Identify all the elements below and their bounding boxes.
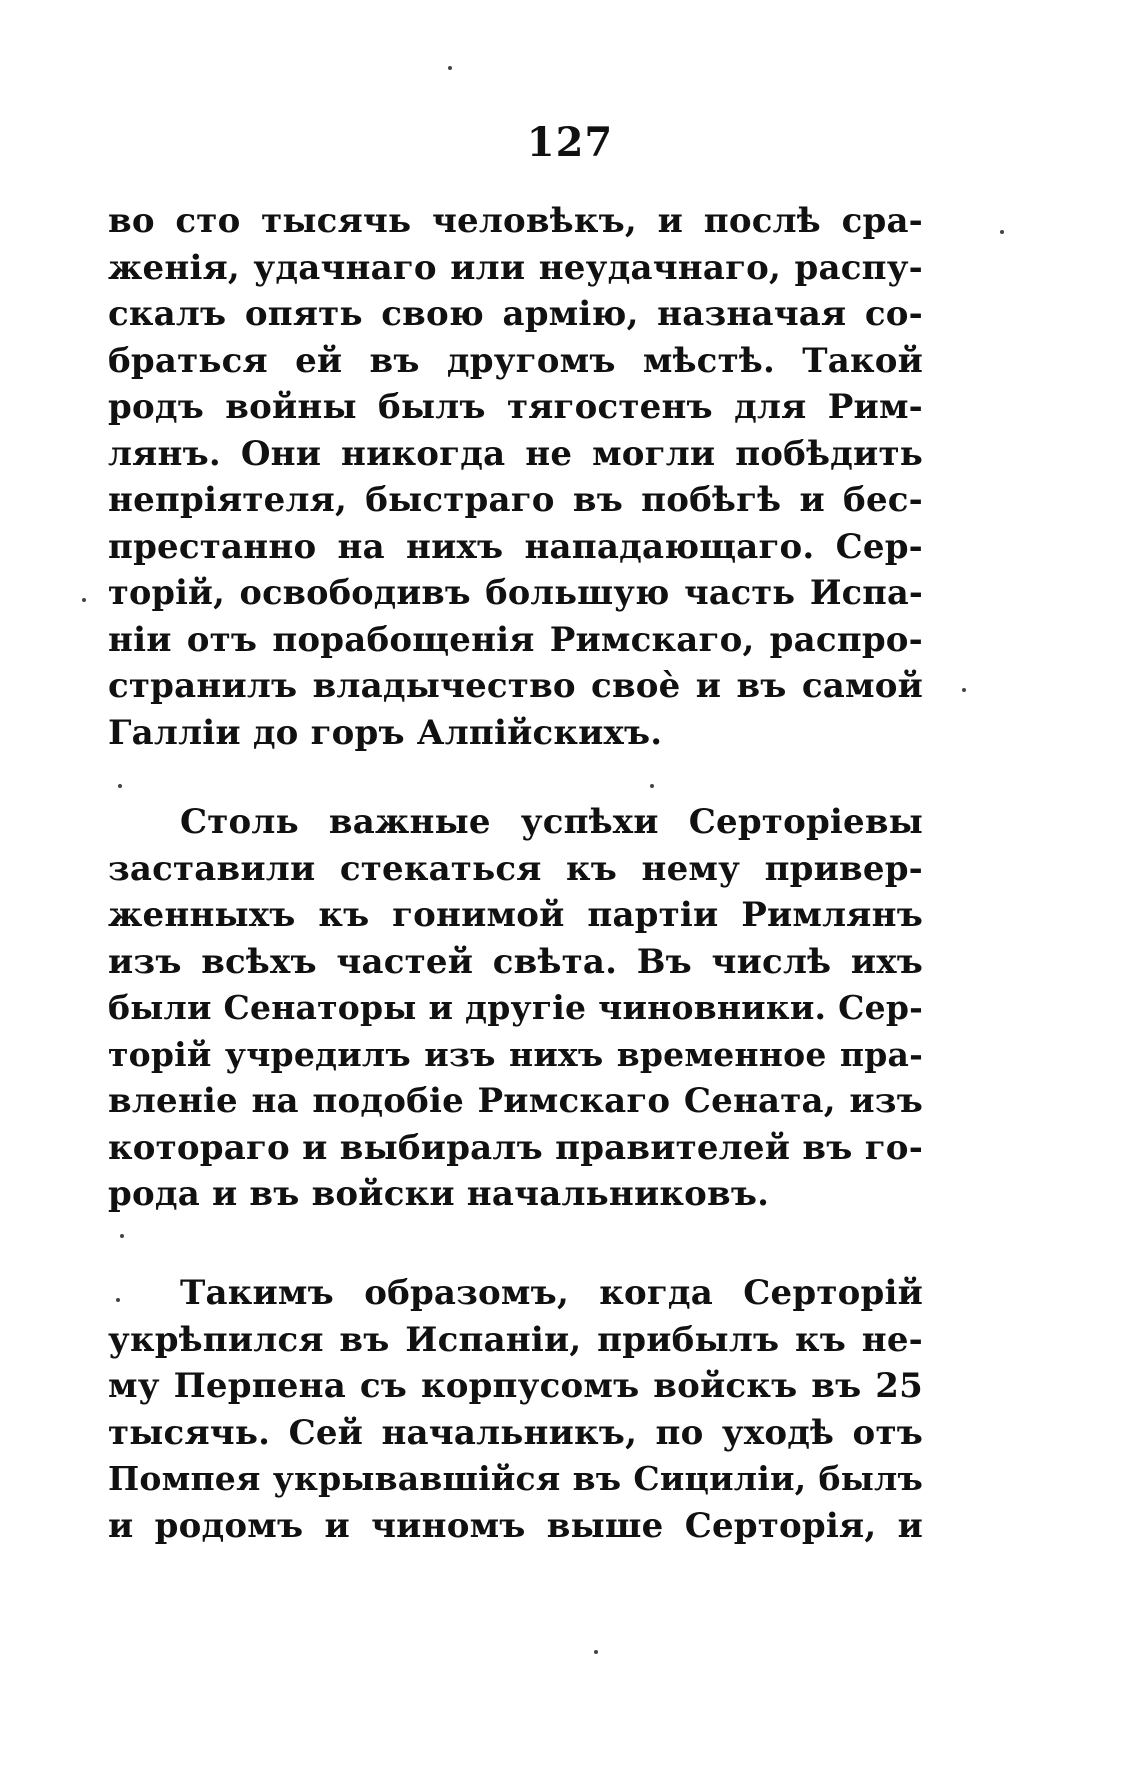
text-line: браться ей въ другомъ мѣстѣ. Такой — [108, 340, 923, 381]
text-line: женныхъ къ гонимой партіи Римлянъ — [108, 895, 923, 935]
text-line: ніи отъ порабощенія Римскаго, распро- — [108, 619, 923, 660]
scan-speck — [118, 784, 122, 788]
text-line: заставили стекаться къ нему привер- — [108, 848, 923, 889]
text-line: Помпея укрывавшійся въ Сициліи, былъ — [108, 1459, 923, 1498]
paragraph-3 — [108, 1270, 923, 1549]
scan-speck — [120, 1234, 124, 1238]
text-line: были Сенаторы и другіе чиновники. Сер- — [108, 988, 923, 1027]
text-line: торій, освободивъ большую часть Испа- — [108, 573, 923, 612]
text-line: рода и въ войски начальниковъ. — [108, 1174, 770, 1214]
text-line: торій учредилъ изъ нихъ временное пра- — [108, 1034, 923, 1074]
text-line: му Перпена съ корпусомъ войскъ въ 25 — [108, 1366, 923, 1406]
text-line: скалъ опять свою армію, назначая со- — [108, 294, 923, 334]
text-line: котораго и выбиралъ правителей въ го- — [108, 1127, 923, 1168]
text-line: вленіе на подобіе Римскаго Сената, изъ — [108, 1081, 923, 1121]
paragraph-1 — [108, 198, 923, 756]
text-line: изъ всѣхъ частей свѣта. Въ числѣ ихъ — [108, 941, 923, 982]
scan-speck — [594, 1650, 598, 1654]
scan-speck — [82, 598, 86, 602]
text-line: Такимъ образомъ, когда Серторій — [180, 1273, 923, 1313]
text-line: Галліи до горъ Алпійскихъ. — [108, 712, 663, 753]
text-line: лянъ. Они никогда не могли побѣдить — [108, 433, 923, 474]
scan-speck — [448, 66, 452, 70]
paragraph-2 — [108, 799, 923, 1218]
page-number: 127 — [526, 119, 614, 166]
text-line: и родомъ и чиномъ выше Серторія, и — [108, 1505, 923, 1546]
text-line: родъ войны былъ тягостенъ для Рим- — [108, 387, 923, 427]
scan-speck — [116, 1298, 120, 1302]
text-line: странилъ владычество своѐ и въ самой — [108, 666, 923, 706]
scan-speck — [650, 784, 654, 788]
scan-speck — [962, 688, 966, 692]
scan-speck — [1000, 230, 1004, 234]
text-line: укрѣпился въ Испаніи, прибылъ къ не- — [108, 1319, 923, 1360]
text-line: престанно на нихъ нападающаго. Сер- — [108, 526, 923, 567]
text-line: тысячь. Сей начальникъ, по уходѣ отъ — [108, 1412, 923, 1453]
text-line: женія, удачнаго или неудачнаго, распу- — [108, 247, 923, 288]
text-line: во сто тысячь человѣкъ, и послѣ сра- — [108, 201, 923, 241]
text-line: непріятеля, быстраго въ побѣгѣ и бес- — [108, 480, 923, 520]
text-line: Столь важные успѣхи Серторіевы — [180, 802, 923, 842]
